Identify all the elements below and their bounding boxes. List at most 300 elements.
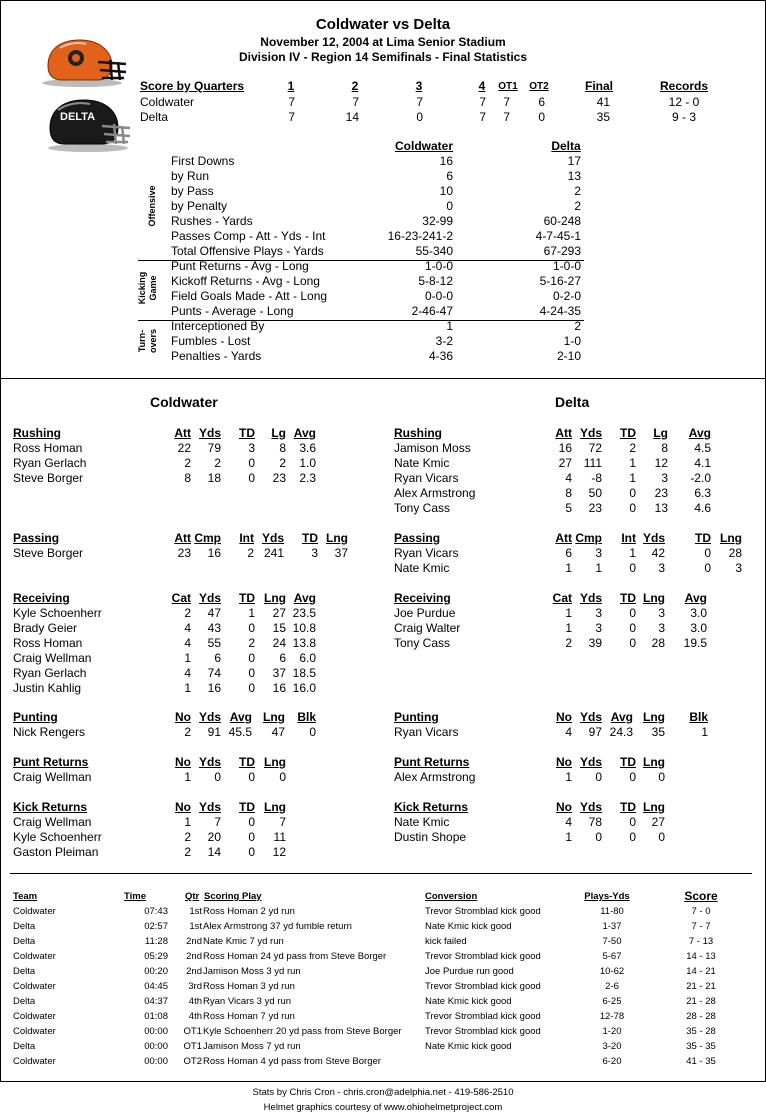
- player-stat: 23: [272, 471, 286, 485]
- team-stat-away: 67-293: [543, 244, 581, 258]
- team-stat-label: by Run: [171, 169, 210, 183]
- player-stat: 2: [184, 606, 191, 620]
- stat-col-header: Lg: [271, 426, 286, 440]
- player-stat: 1: [629, 456, 636, 470]
- player-name: Alex Armstrong: [394, 770, 476, 784]
- player-name: Craig Wellman: [13, 651, 92, 665]
- player-stat: 0: [629, 770, 636, 784]
- player-stat: 1: [595, 561, 602, 575]
- player-name: Alex Armstrong: [394, 486, 476, 500]
- scoring-score: 21 - 21: [686, 981, 716, 992]
- stat-col-header: Cat: [552, 591, 572, 605]
- player-stat: 0: [248, 681, 255, 695]
- scoring-team: Delta: [13, 936, 36, 947]
- player-stat: 23: [177, 546, 191, 560]
- stat-col-header: Avg: [229, 710, 252, 724]
- scoring-play: Alex Armstrong 37 yd fumble return: [203, 921, 352, 932]
- player-stat: 8: [279, 441, 286, 455]
- footer-helmet-credit: Helmet graphics courtesy of www.ohiohelmetproject.com: [263, 1102, 503, 1113]
- scoring-play: Kyle Schoenherr 20 yd pass from Steve Borger: [203, 1026, 402, 1037]
- away-team-title: Delta: [555, 394, 590, 410]
- quarter-score: 0: [416, 110, 423, 124]
- rushing-title: Rushing: [13, 426, 61, 440]
- quarters-header-8: Records: [659, 79, 709, 93]
- scoring-team: Coldwater: [13, 981, 56, 992]
- scoring-conversion: Trevor Stromblad kick good: [425, 906, 541, 917]
- delta-helmet-text: DELTA: [60, 111, 96, 123]
- player-stat: 0: [309, 725, 316, 739]
- stat-col-header: Cat: [171, 591, 191, 605]
- scoring-team: Delta: [13, 921, 36, 932]
- scoring-score: 41 - 35: [686, 1056, 716, 1067]
- player-stat: 0: [658, 770, 665, 784]
- stat-col-header: TD: [239, 800, 255, 814]
- scoring-quarter: 1st: [189, 906, 202, 917]
- stat-col-header: Yds: [198, 710, 221, 724]
- player-stat: 0: [248, 830, 255, 844]
- player-stat: 111: [583, 456, 602, 470]
- player-name: Ryan Vicars: [394, 725, 459, 739]
- stat-col-header: Lng: [326, 531, 348, 545]
- player-name: Nick Rengers: [13, 725, 86, 739]
- team-stat-away: 2: [574, 184, 581, 198]
- coldwater-helmet-icon: [40, 36, 130, 88]
- stat-col-header: Lng: [264, 591, 286, 605]
- stat-col-header: Att: [555, 426, 572, 440]
- stat-col-header: Lng: [264, 800, 286, 814]
- scoring-team: Coldwater: [13, 1056, 56, 1067]
- scoring-team: Coldwater: [13, 1026, 56, 1037]
- player-stat: 13.8: [292, 636, 316, 650]
- player-stat: 2: [565, 636, 572, 650]
- group-label-2-a: Turn-: [137, 329, 147, 352]
- player-stat: 1: [248, 606, 255, 620]
- player-stat: 1: [565, 770, 572, 784]
- stat-col-header: Att: [555, 531, 572, 545]
- scoring-conversion: Trevor Stromblad kick good: [425, 1011, 541, 1022]
- stat-col-header: TD: [302, 531, 318, 545]
- section-divider: [0, 378, 766, 379]
- player-stat: 8: [565, 486, 572, 500]
- stat-col-header: No: [175, 800, 191, 814]
- receiving-title: Receiving: [394, 591, 451, 605]
- player-name: Tony Cass: [394, 636, 451, 650]
- player-stat: 74: [207, 666, 221, 680]
- team-stat-label: Kickoff Returns - Avg - Long: [171, 274, 320, 288]
- stat-col-header: Blk: [689, 710, 708, 724]
- quarters-header-6: OT2: [529, 81, 549, 92]
- player-stat: 23.5: [292, 606, 316, 620]
- player-name: Dustin Shope: [394, 830, 467, 844]
- player-stat: 27: [558, 456, 572, 470]
- scoring-play: Ross Homan 24 yd pass from Steve Borger: [203, 951, 387, 962]
- quarter-score: 14: [345, 110, 359, 124]
- scoring-conversion: kick failed: [425, 936, 467, 947]
- scoring-conversion: Nate Kmic kick good: [425, 1041, 512, 1052]
- delta-helmet-icon: [44, 96, 134, 154]
- home-team-title: Coldwater: [150, 394, 218, 410]
- team-stat-home: 1-0-0: [424, 259, 453, 273]
- passing-title: Passing: [13, 531, 60, 545]
- player-stat: 4: [184, 666, 191, 680]
- game-division: Division IV - Region 14 Semifinals - Final Statistics: [238, 50, 528, 64]
- player-stat: 11: [273, 830, 286, 844]
- final-score: 35: [596, 110, 610, 124]
- player-stat: 27: [651, 815, 665, 829]
- player-stat: 3.0: [690, 621, 707, 635]
- game-date-venue: November 12, 2004 at Lima Senior Stadium: [260, 35, 506, 49]
- player-stat: 0: [595, 830, 602, 844]
- scoring-play: Nate Kmic 7 yd run: [203, 936, 284, 947]
- player-stat: 0: [629, 501, 636, 515]
- page-title: Coldwater vs Delta: [315, 16, 451, 33]
- quarters-header-1: 1: [287, 79, 295, 93]
- player-stat: 3: [595, 546, 602, 560]
- scoring-play: Ross Homan 2 yd run: [203, 906, 295, 917]
- team-stat-label: Penalties - Yards: [171, 349, 262, 363]
- stat-col-header: Yds: [579, 800, 602, 814]
- player-stat: 3: [658, 606, 665, 620]
- scoring-score: 7 - 7: [691, 921, 711, 932]
- stat-col-header: Att: [174, 426, 191, 440]
- player-stat: 18.5: [292, 666, 316, 680]
- player-name: Ryan Vicars: [394, 546, 459, 560]
- scoring-header-4: Conversion: [425, 891, 478, 902]
- player-stat: 2: [184, 456, 191, 470]
- player-stat: 42: [651, 546, 665, 560]
- scoring-conversion: Nate Kmic kick good: [425, 921, 512, 932]
- player-stat: 3.0: [690, 606, 707, 620]
- quarters-header-7: Final: [584, 79, 613, 93]
- stat-col-header: Yds: [198, 591, 221, 605]
- stat-col-header: No: [556, 710, 572, 724]
- scoring-quarter: 2nd: [186, 951, 202, 962]
- team-stat-label: Field Goals Made - Att - Long: [171, 289, 328, 303]
- scoring-quarter: OT1: [183, 1041, 202, 1052]
- stat-col-header: Cmp: [194, 531, 221, 545]
- team-stat-home: 16: [439, 154, 453, 168]
- team-stat-away: 2: [574, 199, 581, 213]
- player-stat: 19.5: [683, 636, 707, 650]
- player-stat: 0: [629, 830, 636, 844]
- team-stat-label: Rushes - Yards: [171, 214, 253, 228]
- player-stat: 23: [654, 486, 668, 500]
- player-name: Nate Kmic: [394, 561, 450, 575]
- scoring-time: 01:08: [144, 1011, 168, 1022]
- player-name: Brady Geier: [13, 621, 78, 635]
- player-stat: 0: [629, 486, 636, 500]
- scoring-play: Jamison Moss 3 yd run: [203, 966, 301, 977]
- stat-col-header: TD: [239, 755, 255, 769]
- scoring-play: Ross Homan 4 yd pass from Steve Borger: [203, 1056, 381, 1067]
- player-stat: 3: [248, 441, 255, 455]
- team-stats-away-header: Delta: [551, 139, 581, 153]
- player-stat: 37: [272, 666, 286, 680]
- team-stat-away: 17: [567, 154, 581, 168]
- stat-col-header: Yds: [579, 591, 602, 605]
- player-stat: 10.8: [292, 621, 316, 635]
- player-stat: 0: [248, 621, 255, 635]
- scoring-header-0: Team: [13, 891, 38, 902]
- stat-col-header: TD: [695, 531, 711, 545]
- player-stat: 0: [248, 666, 255, 680]
- player-stat: 2.3: [299, 471, 316, 485]
- team-record: 12 - 0: [668, 95, 700, 109]
- player-stat: 22: [177, 441, 191, 455]
- scoring-conversion: Trevor Stromblad kick good: [425, 951, 541, 962]
- player-stat: 241: [263, 546, 284, 560]
- team-stat-label: Passes Comp - Att - Yds - Int: [171, 229, 326, 243]
- team-stat-away: 5-16-27: [539, 274, 581, 288]
- quarters-header-5: OT1: [498, 81, 518, 92]
- player-stat: 1: [565, 830, 572, 844]
- team-stat-away: 1-0-0: [552, 259, 581, 273]
- player-stat: 0: [629, 621, 636, 635]
- stat-col-header: Lg: [653, 426, 668, 440]
- stat-col-header: TD: [620, 800, 636, 814]
- scoring-quarter: 1st: [189, 921, 202, 932]
- scoring-team: Coldwater: [13, 906, 56, 917]
- scoring-time: 00:20: [144, 966, 168, 977]
- player-stat: 16: [558, 441, 572, 455]
- scoring-conversion: Trevor Stromblad kick good: [425, 1026, 541, 1037]
- scoring-play: Ryan Vicars 3 yd run: [203, 996, 292, 1007]
- quarter-score: 7: [416, 95, 423, 109]
- player-stat: 27: [272, 606, 286, 620]
- scoring-plays-yds: 3-20: [602, 1041, 622, 1052]
- stat-col-header: Lng: [643, 710, 665, 724]
- player-stat: 23: [588, 501, 602, 515]
- stat-col-header: No: [175, 755, 191, 769]
- player-name: Kyle Schoenherr: [13, 606, 102, 620]
- stat-col-header: Int: [239, 531, 254, 545]
- player-stat: 50: [588, 486, 602, 500]
- scoring-header-3: Scoring Play: [204, 891, 262, 902]
- scoring-time: 11:28: [144, 936, 168, 947]
- player-name: Joe Purdue: [394, 606, 456, 620]
- team-stat-home: 55-340: [415, 244, 453, 258]
- team-stat-label: Total Offensive Plays - Yards: [171, 244, 324, 258]
- scoring-play: Ross Homan 7 yd run: [203, 1011, 295, 1022]
- stat-col-header: Cmp: [575, 531, 602, 545]
- quarter-score: 7: [503, 95, 510, 109]
- scoring-plays-yds: 6-25: [602, 996, 622, 1007]
- player-stat: 1: [184, 770, 191, 784]
- scoring-quarter: 2nd: [186, 966, 202, 977]
- player-stat: 0: [704, 561, 711, 575]
- player-stat: 91: [207, 725, 221, 739]
- team-stat-label: by Pass: [171, 184, 214, 198]
- player-stat: 0: [704, 546, 711, 560]
- player-name: Nate Kmic: [394, 456, 450, 470]
- scoring-score: 14 - 21: [686, 966, 716, 977]
- quarter-score: 7: [479, 95, 486, 109]
- player-stat: 2: [629, 441, 636, 455]
- team-record: 9 - 3: [671, 110, 696, 124]
- scoring-score: 28 - 28: [686, 1011, 716, 1022]
- scoring-time: 02:57: [144, 921, 168, 932]
- player-stat: 1: [629, 471, 636, 485]
- quarters-team-name: Coldwater: [140, 95, 195, 109]
- team-stat-home: 2-46-47: [411, 304, 453, 318]
- player-stat: 1: [184, 651, 191, 665]
- player-stat: 28: [651, 636, 665, 650]
- player-stat: 3: [595, 606, 602, 620]
- team-stat-label: Punts - Average - Long: [171, 304, 294, 318]
- player-stat: 20: [207, 830, 221, 844]
- team-stat-home: 1: [446, 319, 453, 333]
- team-stat-home: 10: [439, 184, 453, 198]
- scoring-score: 7 - 13: [688, 936, 714, 947]
- scoring-quarter: 3rd: [188, 981, 202, 992]
- player-stat: 2: [184, 830, 191, 844]
- scoring-score: 35 - 28: [686, 1026, 716, 1037]
- player-name: Craig Walter: [394, 621, 461, 635]
- player-stat: 0: [279, 770, 286, 784]
- punting-title: Punting: [394, 710, 439, 724]
- player-stat: 1: [184, 815, 191, 829]
- punting-title: Punting: [13, 710, 58, 724]
- scoring-header-5: Plays-Yds: [584, 891, 630, 902]
- scoring-header-6: Score: [684, 889, 718, 903]
- scoring-quarter: OT1: [183, 1026, 202, 1037]
- player-stat: 1: [184, 681, 191, 695]
- player-stat: 16: [207, 681, 221, 695]
- player-stat: 0: [595, 770, 602, 784]
- team-stat-away: 4-7-45-1: [535, 229, 581, 243]
- passing-title: Passing: [394, 531, 441, 545]
- team-stat-away: 1-0: [563, 334, 581, 348]
- player-name: Ryan Vicars: [394, 471, 459, 485]
- stat-col-header: Avg: [684, 591, 707, 605]
- scoring-quarter: 2nd: [186, 936, 202, 947]
- stat-col-header: Yds: [198, 426, 221, 440]
- stat-col-header: Avg: [688, 426, 711, 440]
- stat-col-header: Lng: [263, 710, 285, 724]
- player-stat: 4.5: [694, 441, 711, 455]
- player-stat: 28: [728, 546, 742, 560]
- player-stat: 16.0: [292, 681, 316, 695]
- team-stat-label: First Downs: [171, 154, 235, 168]
- scoring-time: 00:00: [144, 1056, 168, 1067]
- stat-col-header: Avg: [610, 710, 633, 724]
- player-stat: 16: [207, 546, 221, 560]
- scoring-time: 04:37: [144, 996, 168, 1007]
- player-stat: 12: [272, 845, 286, 859]
- player-name: Jamison Moss: [394, 441, 471, 455]
- player-name: Craig Wellman: [13, 815, 92, 829]
- group-label-1-a: Kicking: [137, 271, 147, 305]
- player-stat: 4: [184, 621, 191, 635]
- player-stat: 1: [565, 621, 572, 635]
- scoring-time: 04:45: [144, 981, 168, 992]
- player-stat: 6.0: [299, 651, 316, 665]
- stat-col-header: Lng: [264, 755, 286, 769]
- team-stat-home: 16-23-241-2: [387, 229, 453, 243]
- scoring-team: Coldwater: [13, 951, 56, 962]
- player-stat: 14: [207, 845, 221, 859]
- player-name: Ross Homan: [13, 441, 83, 455]
- player-stat: 0: [248, 845, 255, 859]
- player-stat: 15: [272, 621, 286, 635]
- player-stat: 43: [207, 621, 221, 635]
- player-name: Steve Borger: [13, 546, 84, 560]
- player-stat: 45.5: [228, 725, 252, 739]
- player-stat: 3.6: [299, 441, 316, 455]
- stat-col-header: Yds: [579, 710, 602, 724]
- scoring-conversion: Nate Kmic kick good: [425, 996, 512, 1007]
- stat-col-header: Lng: [643, 591, 665, 605]
- punt-returns-title: Punt Returns: [13, 755, 89, 769]
- player-stat: 0: [248, 770, 255, 784]
- scoring-conversion: Joe Purdue run good: [425, 966, 514, 977]
- player-stat: 7: [214, 815, 221, 829]
- quarters-header-4: 4: [478, 79, 486, 93]
- team-stat-home: 5-8-12: [418, 274, 453, 288]
- player-stat: 18: [207, 471, 221, 485]
- group-label-0: Offensive: [147, 185, 157, 227]
- player-stat: 2: [184, 845, 191, 859]
- punt-returns-title: Punt Returns: [394, 755, 470, 769]
- stat-col-header: Avg: [293, 591, 316, 605]
- player-stat: 24.3: [609, 725, 633, 739]
- player-name: Ross Homan: [13, 636, 83, 650]
- stat-col-header: Yds: [198, 800, 221, 814]
- group-label-2-b: overs: [148, 328, 158, 353]
- player-stat: 0: [248, 815, 255, 829]
- player-stat: 2: [184, 725, 191, 739]
- rushing-title: Rushing: [394, 426, 442, 440]
- player-stat: 6: [279, 651, 286, 665]
- player-stat: 12: [654, 456, 668, 470]
- player-stat: 1.0: [299, 456, 316, 470]
- stat-col-header: No: [556, 800, 572, 814]
- quarters-header-label: Score by Quarters: [140, 79, 245, 93]
- stat-col-header: No: [556, 755, 572, 769]
- player-name: Kyle Schoenherr: [13, 830, 102, 844]
- quarter-score: 7: [288, 95, 295, 109]
- player-stat: 8: [661, 441, 668, 455]
- player-stat: 4: [565, 725, 572, 739]
- scoring-team: Delta: [13, 1041, 36, 1052]
- stat-col-header: Avg: [293, 426, 316, 440]
- player-stat: 37: [334, 546, 348, 560]
- player-stat: 7: [279, 815, 286, 829]
- player-stat: 4: [565, 815, 572, 829]
- scoring-score: 7 - 0: [691, 906, 711, 917]
- player-stat: 0: [629, 561, 636, 575]
- player-stat: 47: [271, 725, 285, 739]
- scoring-time: 05:29: [144, 951, 168, 962]
- scoring-plays-yds: 5-67: [602, 951, 622, 962]
- team-stat-away: 2-10: [556, 349, 581, 363]
- player-stat: 1: [629, 546, 636, 560]
- stat-col-header: Blk: [297, 710, 316, 724]
- team-stat-label: by Penalty: [171, 199, 228, 213]
- scoring-plays-yds: 7-50: [602, 936, 622, 947]
- player-name: Craig Wellman: [13, 770, 92, 784]
- team-stat-home: 0-0-0: [424, 289, 453, 303]
- scoring-plays-yds: 11-80: [600, 906, 624, 917]
- team-stat-away: 2: [574, 319, 581, 333]
- player-stat: 4: [565, 471, 572, 485]
- team-stat-home: 3-2: [435, 334, 453, 348]
- player-stat: 3: [595, 621, 602, 635]
- player-stat: 3: [658, 561, 665, 575]
- stat-col-header: TD: [239, 591, 255, 605]
- team-stat-away: 13: [567, 169, 581, 183]
- player-name: Nate Kmic: [394, 815, 450, 829]
